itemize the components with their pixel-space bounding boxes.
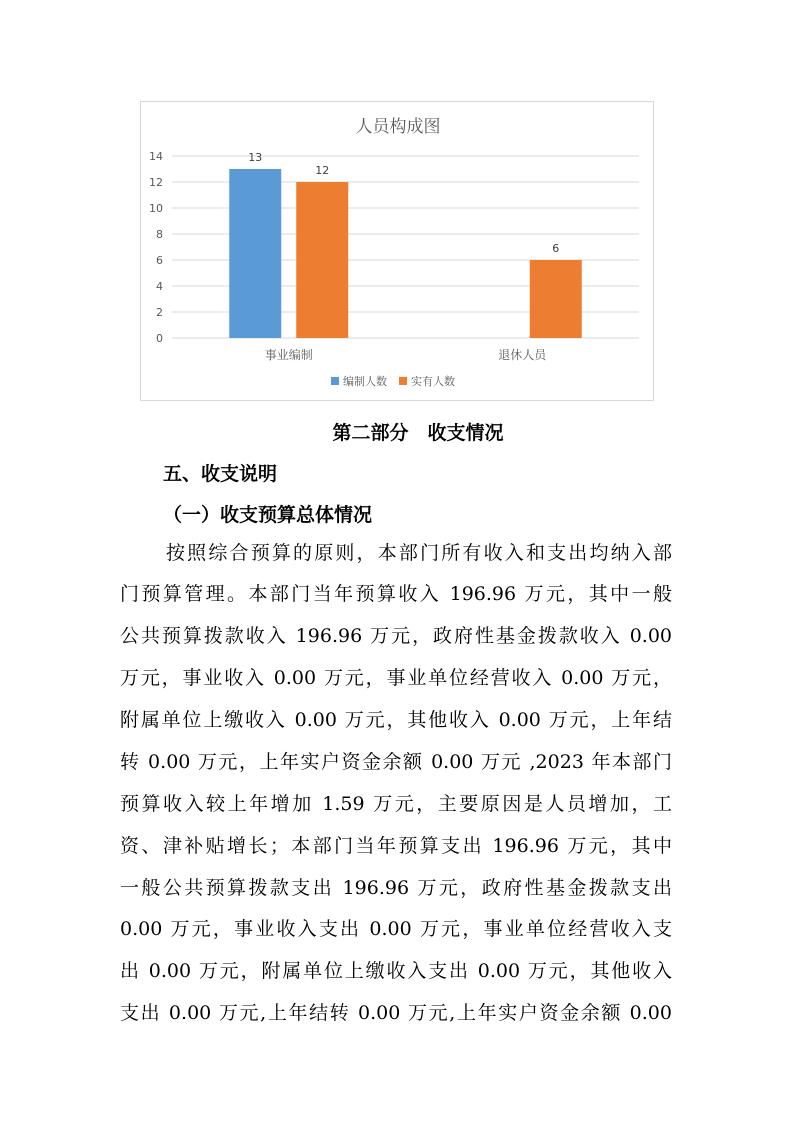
body-line: 出 0.00 万元，附属单位上缴收入支出 0.00 万元，其他收入 <box>120 960 672 982</box>
subsection-heading: （一）收支预算总体情况 <box>163 504 373 526</box>
personnel-chart <box>140 101 654 401</box>
body-line: 支出 0.00 万元,上年结转 0.00 万元,上年实户资金余额 0.00 <box>120 1002 672 1024</box>
y-tick-label: 4 <box>156 280 163 293</box>
body-line: 资、津补贴增长；本部门当年预算支出 196.96 万元，其中 <box>120 835 672 857</box>
bar <box>530 260 582 338</box>
body-line: 按照综合预算的原则，本部门所有收入和支出均纳入部 <box>166 542 672 564</box>
chart-title: 人员构成图 <box>355 117 441 137</box>
x-tick-label: 退休人员 <box>498 348 547 362</box>
x-tick-label: 事业编制 <box>264 348 313 362</box>
bar <box>296 182 348 338</box>
body-line: 预算收入较上年增加 1.59 万元，主要原因是人员增加，工 <box>120 793 672 815</box>
legend-label: 实有人数 <box>411 375 455 388</box>
legend-label: 编制人数 <box>343 375 387 388</box>
part-heading: 第二部分 收支情况 <box>332 422 504 444</box>
y-tick-label: 0 <box>156 332 163 345</box>
legend-swatch <box>399 377 407 385</box>
data-label: 13 <box>248 151 263 164</box>
body-line: 0.00 万元，事业收入支出 0.00 万元，事业单位经营收入支 <box>120 918 672 940</box>
chart-svg <box>141 102 655 402</box>
bar <box>229 169 281 338</box>
data-label: 12 <box>315 164 330 177</box>
section-heading: 五、收支说明 <box>163 463 278 485</box>
y-tick-label: 6 <box>156 254 163 267</box>
body-line: 万元，事业收入 0.00 万元，事业单位经营收入 0.00 万元， <box>120 667 672 689</box>
y-tick-label: 12 <box>149 176 163 189</box>
legend-swatch <box>331 377 339 385</box>
body-line: 转 0.00 万元，上年实户资金余额 0.00 万元 ,2023 年本部门 <box>120 751 672 773</box>
body-line: 公共预算拨款收入 196.96 万元，政府性基金拨款收入 0.00 <box>120 625 672 647</box>
body-line: 一般公共预算拨款支出 196.96 万元，政府性基金拨款支出 <box>120 877 672 899</box>
y-tick-label: 2 <box>156 306 163 319</box>
body-line: 门预算管理。本部门当年预算收入 196.96 万元，其中一般 <box>120 583 672 605</box>
y-tick-label: 8 <box>156 228 163 241</box>
data-label: 6 <box>552 242 560 255</box>
body-line: 附属单位上缴收入 0.00 万元，其他收入 0.00 万元，上年结 <box>120 709 672 731</box>
y-tick-label: 14 <box>149 150 163 163</box>
y-tick-label: 10 <box>149 202 163 215</box>
